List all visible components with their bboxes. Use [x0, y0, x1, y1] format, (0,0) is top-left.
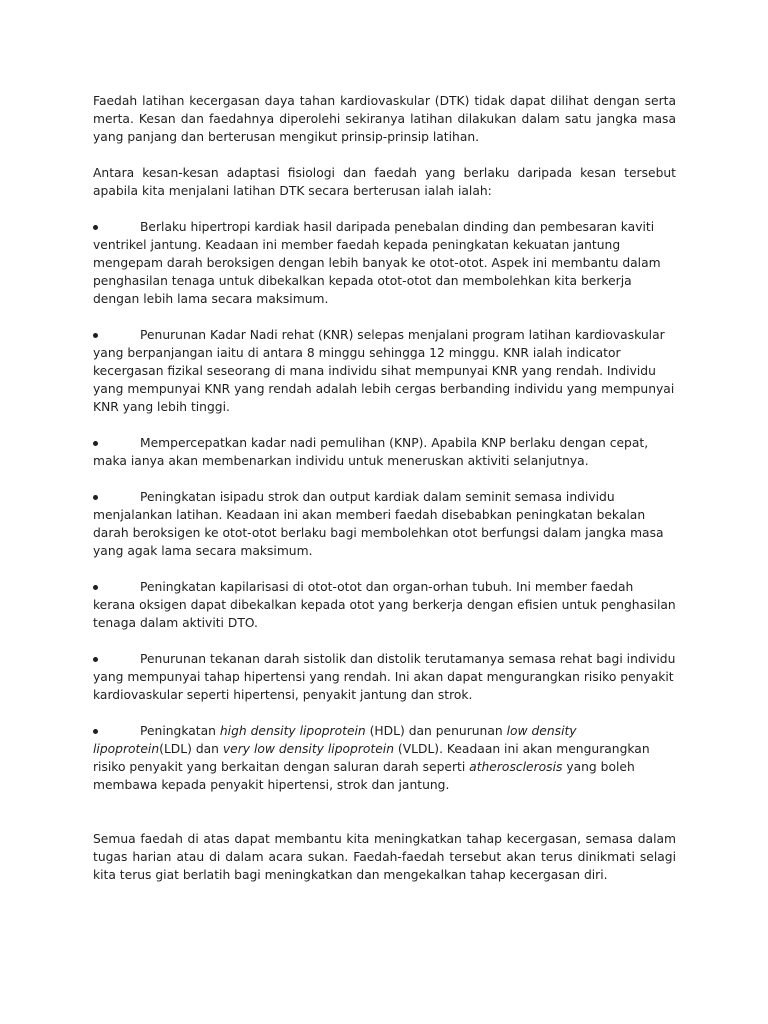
- list-item: [93, 488, 676, 560]
- bullet-icon: [93, 495, 98, 500]
- list-item: [93, 650, 676, 704]
- list-item-text: Peningkatan kapilarisasi di otot-otot dan organ-orhan tubuh. Ini member faedah kerana oksigen dapat dibekalkan kepada otot yang berkerja dengan efisien untuk penghasilan tenaga dalam aktiviti DTO.: [93, 580, 676, 630]
- document-page: [93, 92, 676, 902]
- list-item-text: Mempercepatkan kadar nadi pemulihan (KNP). Apabila KNP berlaku dengan cepat, maka ianya akan membenarkan individu untuk meneruskan aktiviti selanjutnya.: [93, 436, 649, 468]
- text-run: (HDL) dan penurunan: [365, 724, 507, 738]
- text-run: yang boleh membawa kepada penyakit hipertensi, strok dan jantung.: [93, 760, 635, 792]
- list-item-text: Peningkatan isipadu strok dan output kardiak dalam seminit semasa individu menjalankan latihan. Keadaan ini akan memberi faedah disebabkan peningkatan bekalan darah beroksigen ke otot-otot berlaku bagi membolehkan otot berfungsi dalam jangka masa yang agak lama secara maksimum.: [93, 490, 664, 558]
- bullet-icon: [93, 657, 98, 662]
- list-item-text: Berlaku hipertropi kardiak hasil daripada penebalan dinding dan pembesaran kaviti ventrikel jantung. Keadaan ini member faedah kepada peningkatan kekuatan jantung mengepam darah beroksigen dengan lebih banyak ke otot-otot. Aspek ini membantu dalam penghasilan tenaga untuk dibekalkan kepada otot-otot dan membolehkan kita berkerja dengan lebih lama secara maksimum.: [93, 220, 661, 306]
- italic-term-ldl: low density lipoprotein: [93, 724, 577, 756]
- list-item: [93, 218, 676, 308]
- closing-paragraph: Semua faedah di atas dapat membantu kita meningkatkan tahap kecergasan, semasa dalam tugas harian atau di dalam acara sukan. Faedah-faedah tersebut akan terus dinikmati selagi kita terus giat berlatih bagi meningkatkan dan mengekalkan tahap kecergasan diri.: [93, 832, 676, 882]
- list-item-text: Penurunan Kadar Nadi rehat (KNR) selepas menjalani program latihan kardiovaskular yang berpanjangan iaitu di antara 8 minggu sehingga 12 minggu. KNR ialah indicator kecergasan fizikal seseorang di mana individu sihat mempunyai KNR yang rendah. Individu yang mempunyai KNR yang rendah adalah lebih cergas berbanding individu yang mempunyai KNR yang lebih tinggi.: [93, 328, 675, 414]
- bullet-icon: [93, 225, 98, 230]
- bullet-icon: [93, 333, 98, 338]
- bullet-icon: [93, 729, 98, 734]
- list-item-text: Penurunan tekanan darah sistolik dan distolik terutamanya semasa rehat bagi individu yang mempunyai tahap hipertensi yang rendah. Ini akan dapat mengurangkan risiko penyakit kardiovaskular seperti hipertensi, penyakit jantung dan strok.: [93, 652, 676, 702]
- list-item-lipoprotein: [93, 722, 676, 794]
- intro-paragraph-2: Antara kesan-kesan adaptasi fisiologi dan faedah yang berlaku daripada kesan tersebut apabila kita menjalani latihan DTK secara berterusan ialah ialah:: [93, 166, 676, 198]
- bullet-icon: [93, 441, 98, 446]
- list-item: [93, 326, 676, 416]
- italic-term-hdl: high density lipoprotein: [219, 724, 366, 738]
- intro-paragraph-1: Faedah latihan kecergasan daya tahan kardiovaskular (DTK) tidak dapat dilihat dengan serta merta. Kesan dan faedahnya diperolehi sekiranya latihan dilakukan dalam satu jangka masa yang panjang dan berterusan mengikut prinsip-prinsip latihan.: [93, 94, 676, 144]
- italic-term-vldl: very low density lipoprotein: [222, 742, 395, 756]
- list-item: [93, 434, 676, 470]
- bullet-icon: [93, 585, 98, 590]
- text-run: (LDL) dan: [159, 742, 223, 756]
- list-item: [93, 578, 676, 632]
- list-item-text: [93, 722, 676, 794]
- italic-term-atherosclerosis: atherosclerosis: [469, 760, 563, 774]
- text-run: (VLDL). Keadaan ini akan mengurangkan risiko penyakit yang berkaitan dengan saluran darah seperti: [93, 742, 650, 774]
- text-run: Peningkatan: [140, 724, 220, 738]
